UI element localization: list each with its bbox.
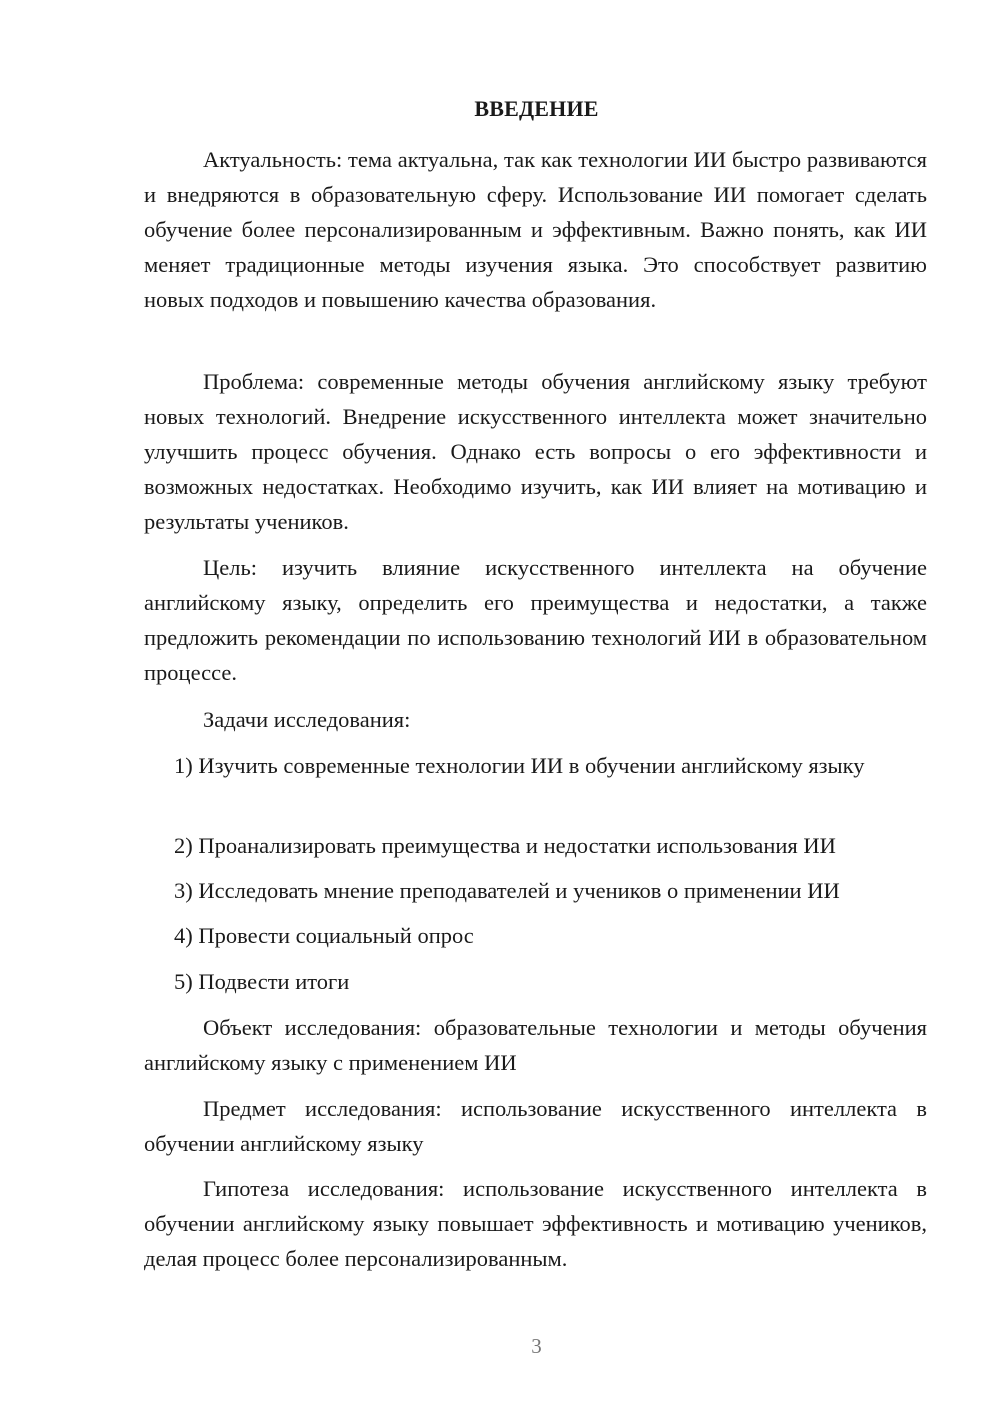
task-item-2: 2) Проанализировать преимущества и недостатки использования ИИ — [174, 833, 836, 858]
page-title: ВВЕДЕНИЕ — [474, 96, 599, 121]
tasks-heading: Задачи исследования: — [203, 707, 411, 732]
paragraph-hypothesis: Гипотеза исследования: использование искусственного интеллекта в обучении английскому языку повышает эффективность и мотивацию учеников, делая процесс более персонализированным. — [144, 1176, 927, 1271]
page-number: 3 — [531, 1334, 542, 1358]
task-item-1: 1) Изучить современные технологии ИИ в обучении английскому языку — [174, 753, 865, 778]
task-item-4: 4) Провести социальный опрос — [174, 923, 474, 948]
paragraph-object: Объект исследования: образовательные технологии и методы обучения английскому языку с применением ИИ — [144, 1015, 927, 1075]
task-item-3: 3) Исследовать мнение преподавателей и учеников о применении ИИ — [174, 878, 840, 903]
task-item-5: 5) Подвести итоги — [174, 969, 350, 994]
paragraph-goal: Цель: изучить влияние искусственного интеллекта на обучение английскому языку, определить его преимущества и недостатки, а также предложить рекомендации по использованию технологий ИИ в образовательном процессе. — [144, 555, 927, 685]
paragraph-subject: Предмет исследования: использование искусственного интеллекта в обучении английскому языку — [144, 1096, 927, 1156]
paragraph-problem: Проблема: современные методы обучения английскому языку требуют новых технологий. Внедрение искусственного интеллекта может значительно улучшить процесс обучения. Однако есть вопросы о его эффективности и возможных недостатках. Необходимо изучить, как ИИ влияет на мотивацию и результаты учеников. — [144, 369, 927, 534]
paragraph-relevance: Актуальность: тема актуальна, так как технологии ИИ быстро развиваются и внедряются в образовательную сферу. Использование ИИ помогает сделать обучение более персонализированным и эффективным. Важно понять, как ИИ меняет традиционные методы изучения языка. Это способствует развитию новых подходов и повышению качества образования. — [144, 147, 927, 312]
